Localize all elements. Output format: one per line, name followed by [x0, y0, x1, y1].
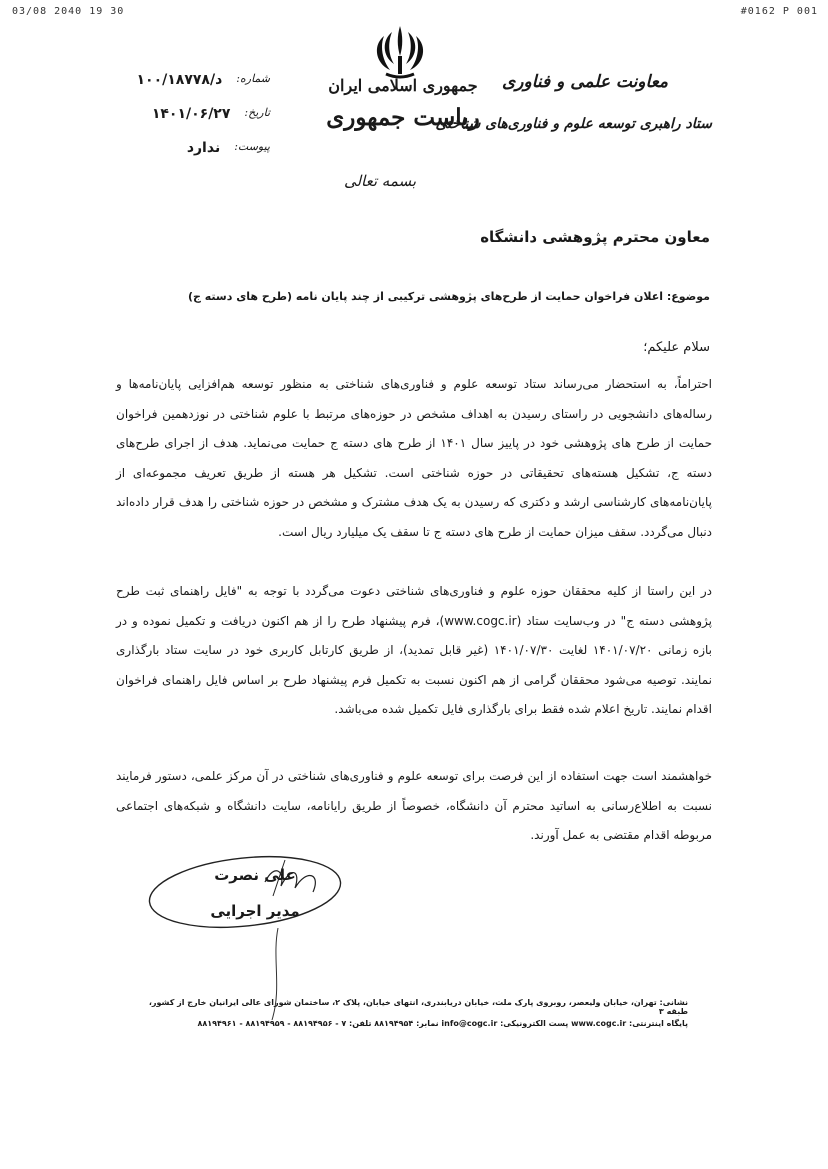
bismillah-text: بسمه تعالی [343, 172, 417, 190]
addressee: معاون محترم پژوهشی دانشگاه [480, 228, 710, 246]
signature-scribble-icon [145, 852, 350, 932]
body-paragraph-2: در این راستا از کلیه محققان حوزه علوم و فناوری‌های شناختی دعوت می‌گردد با توجه به "فایل راهنمای ثبت طرح پژوهشی دسته ج" در وب‌سایت ستاد (www.cogc.ir)، فرم پیشنهاد طرح را از هم اکنون دریافت و تکمیل نموده و در بازه زمانی ۱۴۰۱/۰۷/۲۰ لغایت ۱۴۰۱/۰۷/۳۰ (غیر قابل تمدید)، از طریق کارتابل کاربری خود در سایت ستاد بارگذاری نمایند. توصیه می‌شود محققان گرامی از هم اکنون نسبت به تکمیل فرم پیشنهاد طرح بر اساس فایل راهنمای فراخوان اقدام نمایند. تاریخ اعلام شده فقط برای بارگذاری فایل تکمیل شده می‌باشد. [116, 584, 712, 716]
fax-timestamp: 03/08 2040 19 30 [12, 6, 125, 17]
republic-title: جمهوری اسلامی ایران [328, 76, 478, 95]
fax-page-id: #0162 P 001 [740, 6, 818, 17]
body-paragraph-1: احتراماً، به استحضار می‌رساند ستاد توسعه علوم و فناوری‌های شناختی به منظور توسعه هم‌افزایی پایان‌نامه‌ها و رساله‌های دانشجویی در راستای رسیدن به اهداف مشخص در حوزه‌های مرتبط با علوم شناختی در نوزدهمین فراخوان حمایت از طرح های پژوهشی خود در پاییز سال ۱۴۰۱ از طرح های دسته ج حمایت می‌نماید. هدف از اجرای طرح‌های دسته ج، تشکیل هسته‌های تحقیقاتی در حوزه شناختی است. تشکیل هر هسته از طریق تعریف مجموعه‌ای از پایان‌نامه‌های کارشناسی ارشد و دکتری که رسیدن به یک هدف مشترک و مشخص در حوزه شناختی را هدف قرار داده‌اند دنبال می‌گردد. سقف میزان حمایت از طرح های دسته ج تا سقف یک میلیارد ریال است. [116, 377, 712, 539]
letter-date [100, 106, 270, 122]
letter-number-label: شماره: [236, 72, 270, 85]
letter-date-value: ۱۴۰۱/۰۶/۲۷ [151, 106, 231, 122]
letter-number-value: د/۱۰۰/۱۸۷۷۸ [136, 72, 223, 88]
body-paragraph-3: خواهشمند است جهت استفاده از این فرصت برای توسعه علوم و فناوری‌های شناختی در آن مرکز علمی، دستور فرمایند نسبت به اطلاع‌رسانی به اساتید محترم آن دانشگاه، خصوصاً از طریق رایانامه، سایت دانشگاه و شبکه‌های اجتماعی مربوطه اقدام مقتضی به عمل آورند. [116, 769, 712, 842]
council-title: ستاد راهبری توسعه علوم و فناوری‌های شناختی [435, 116, 712, 132]
letter-attachment [100, 140, 270, 156]
letter-attachment-label: پیوست: [234, 140, 270, 153]
vice-presidency-title: معاونت علمی و فناوری [501, 72, 668, 92]
footer-address: نشانی: تهران، خیابان ولیعصر، روبروی پارک ملت، خیابان دریابندری، انتهای خیابان، پلاک ۲، ساختمان شورای عالی ایرانیان خارج از کشور، طبقه ۳ [148, 998, 688, 1016]
letter-number [100, 72, 270, 88]
subject-line: موضوع: اعلان فراخوان حمایت از طرح‌های پژوهشی ترکیبی از چند پایان نامه (طرح های دسته ج) [187, 290, 710, 303]
iran-emblem-icon [368, 22, 432, 82]
presidency-title: ریاست جمهوری [326, 104, 480, 131]
letter-attachment-value: ندارد [186, 140, 221, 156]
salutation: سلام علیکم؛ [643, 340, 710, 355]
footer-contacts: پایگاه اینترنتی: www.cogc.ir پست الکترونیکی: info@cogc.ir نمابر: ۸۸۱۹۴۹۵۴ تلفن: ۷ - ۸۸۱۹۴۹۵۶ - ۸۸۱۹۴۹۵۹ - ۸۸۱۹۴۹۶۱ [197, 1019, 688, 1028]
signer-name: علی نصرت [214, 866, 296, 884]
signer-title: مدیر اجرایی [210, 902, 300, 920]
letter-date-label: تاریخ: [244, 106, 270, 119]
